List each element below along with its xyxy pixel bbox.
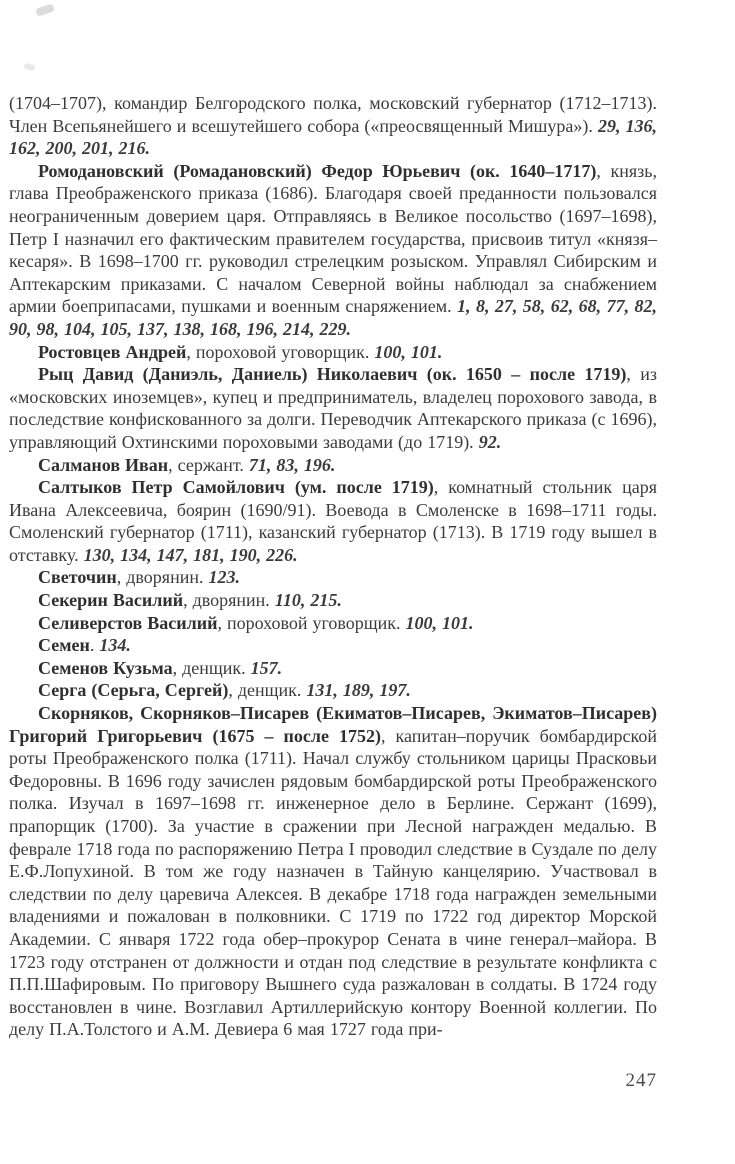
entry-headword: Светочин	[38, 567, 117, 588]
index-entry-continuation	[9, 92, 657, 160]
entry-text: , пороховой уговорщик.	[217, 612, 406, 633]
entry-headword: Ростовцев Андрей	[38, 341, 187, 362]
entry-text: , комнатный стольник царя Ивана Алексеевича, боярин (1690/91). Воевода в Смоленске в 1698–1711 годы. Смоленский губернатор (1711), казанский губернатор (1713). В 1719 году вышел в отставку.	[9, 477, 657, 565]
page-references: 130, 134, 147, 181, 190, 226.	[83, 544, 298, 565]
entry-headword: Серга (Серьга, Сергей)	[38, 680, 229, 701]
entry-text: , сержант.	[168, 454, 249, 475]
page-references: 110, 215.	[274, 590, 342, 611]
page-references: 71, 83, 196.	[248, 454, 336, 475]
page-references: 100, 101.	[374, 341, 443, 362]
index-entry	[9, 634, 657, 657]
index-entry	[9, 612, 657, 635]
index-entry	[9, 657, 657, 680]
entry-headword: Семен	[38, 635, 90, 656]
entry-text: (1704–1707), командир Белгородского полка, московский губернатор (1712–1713). Член Всепьянейшего и всешутейшего собора («преосвященный Мишура»).	[9, 93, 657, 136]
entry-text: , денщик.	[228, 680, 307, 701]
index-entry	[9, 363, 657, 453]
page-number: 247	[625, 1070, 657, 1091]
entry-text: , из «московских иноземцев», купец и предприниматель, владелец порохового завода, в последствие конфискованного за долги. Переводчик Аптекарского приказа (с 1696), управляющий Охтинскими пороховыми заводами (до 1719).	[9, 364, 657, 452]
entry-headword: Секерин Василий	[38, 590, 184, 611]
entry-text: , князь, глава Преображенского приказа (1686). Благодаря своей преданности пользовался неограниченным доверием царя. Отправляясь в Великое посольство (1697–1698), Петр I назначил его фактическим правителем государства, присвоив титул «князя–кесаря». В 1698–1700 гг. руководил стрелецким розыском. Управлял Сибирским и Аптекарским приказами. С началом Северной войны наблюдал за снабжением армии боеприпасами, пушками и военным снаряжением.	[9, 160, 657, 317]
entry-text: , денщик.	[172, 657, 251, 678]
entry-text: , дворянин.	[183, 590, 275, 611]
entry-headword: Салманов Иван	[38, 454, 169, 475]
page-references: 100, 101.	[405, 612, 474, 633]
page-references: 157.	[250, 657, 283, 678]
entry-headword: Ромодановский (Ромадановский) Федор Юрьевич (ок. 1640–1717)	[38, 160, 597, 181]
index-entry	[9, 566, 657, 589]
scan-artifact-icon	[35, 3, 55, 16]
page-references: 92.	[478, 431, 502, 452]
index-entry	[9, 160, 657, 341]
entry-text: , пороховой уговорщик.	[186, 341, 375, 362]
index-entry	[9, 589, 657, 612]
index-entry	[9, 679, 657, 702]
index-entry	[9, 702, 657, 1041]
page-references: 131, 189, 197.	[306, 680, 411, 701]
index-entry	[9, 454, 657, 477]
entry-text: , дворянин.	[116, 567, 209, 588]
page-references: 134.	[99, 635, 131, 656]
entry-headword: Салтыков Петр Самойлович (ум. после 1719)	[38, 477, 434, 498]
entry-text: , капитан–поручик бомбардирской роты Преображенского полка (1711). Начал службу стольником царицы Прасковьи Федоровны. В 1696 году зачислен рядовым бомбардирской роты Преображенского полка. Изучал в 1697–1698 гг. инженерное дело в Берлине. Сержант (1699), прапорщик (1700). За участие в сражении при Лесной награжден медалью. В феврале 1718 года по распоряжению Петра I проводил следствие в Суздале по делу Е.Ф.Лопухиной. В том же году назначен в Тайную канцелярию. Участвовал в следствии по делу царевича Алексея. В декабре 1718 года награжден земельными владениями и пожалован в полковники. С 1719 по 1722 год директор Морской Академии. С января 1722 года обер–прокурор Сената в чине генерал–майора. В 1723 году отстранен от должности и отдан под следствие в результате конфликта с П.П.Шафировым. По приговору Вышнего суда разжалован в солдаты. В 1724 году восстановлен в чине. Возглавил Артиллерийскую контору Военной коллегии. По делу П.А.Толстого и А.М. Девиера 6 мая 1727 года при-	[9, 725, 657, 1040]
entry-headword: Рыц Давид (Даниэль, Даниель) Николаевич (ок. 1650 – после 1719)	[38, 364, 627, 385]
entry-headword: Селиверстов Василий	[38, 612, 218, 633]
page-references: 1, 8, 27, 58, 62, 68, 77, 82, 90, 98, 104, 105, 137, 138, 168, 196, 214, 229.	[9, 296, 657, 339]
entry-headword: Семенов Кузьма	[38, 657, 173, 678]
index-text-block	[9, 92, 657, 1041]
index-entry	[9, 341, 657, 364]
scan-artifact-icon	[23, 63, 35, 71]
index-entry	[9, 476, 657, 566]
page-references: 123.	[208, 567, 240, 588]
entry-headword: Скорняков, Скорняков–Писарев (Екиматов–Писарев, Экиматов–Писарев) Григорий Григорьевич (1675 – после 1752)	[9, 703, 657, 746]
page-references: 29, 136, 162, 200, 201, 216.	[9, 115, 657, 159]
entry-text: .	[89, 635, 100, 656]
